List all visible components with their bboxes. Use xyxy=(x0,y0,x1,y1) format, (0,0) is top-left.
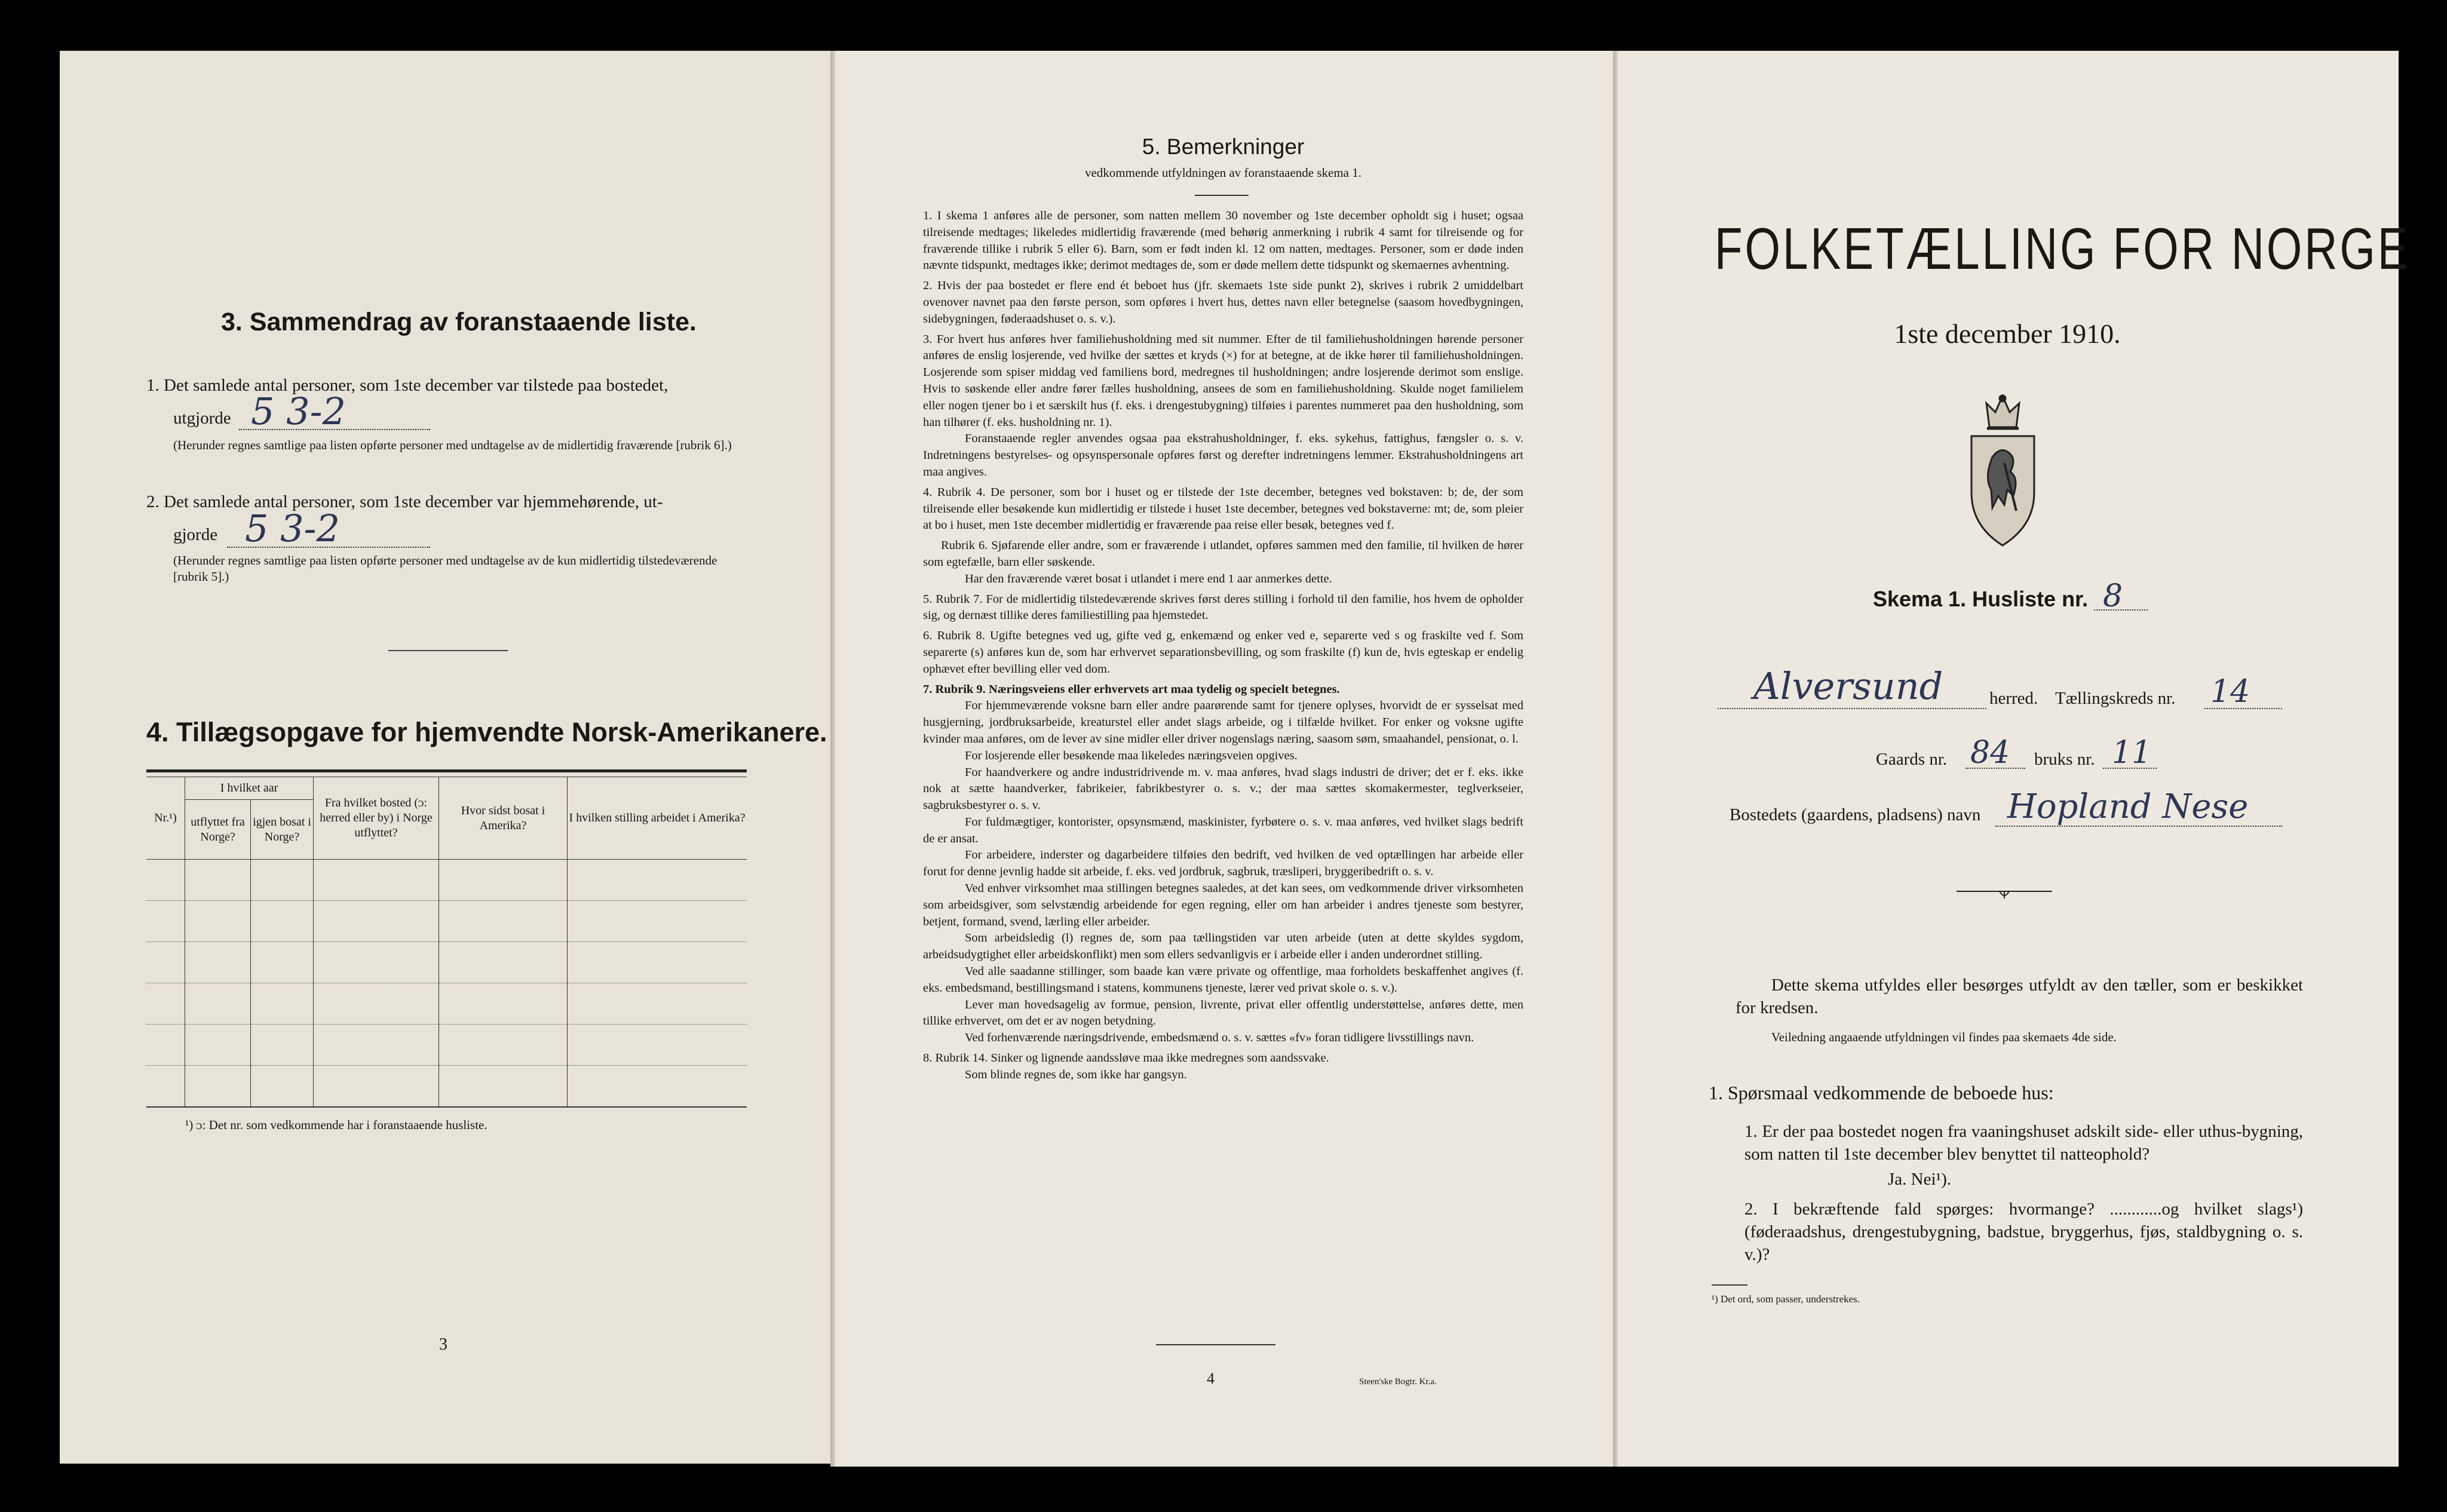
item1-utgjorde: utgjorde xyxy=(173,409,231,428)
col-stilling: I hvilken stilling arbeidet i Amerika? xyxy=(568,777,747,860)
remark-7h: Ved alle saadanne stillinger, som baade kan være private og offentlige, maa forholdets beskaffenhet angives (f. eks. embedsmand, bestillingsmand i statens, kommunens tjeneste, lærer ved privat skole o. s. v.). xyxy=(923,965,1523,995)
remarks-end-rule xyxy=(1156,1344,1275,1345)
section3-title: 3. Sammendrag av foranstaaende liste. xyxy=(221,308,697,336)
table-row xyxy=(146,860,747,901)
table-row xyxy=(146,901,747,942)
herred-name: Alversund xyxy=(1753,664,1943,708)
remarks-title: 5. Bemerkninger xyxy=(1142,134,1305,159)
right-footnote: ¹) Det ord, som passer, understrekes. xyxy=(1712,1293,1860,1305)
remark-8: 8. Rubrik 14. Sinker og lignende aandssløve maa ikke medregnes som aandssvake. xyxy=(923,1051,1329,1065)
remark-8b: Som blinde regnes de, som ikke har gangsyn. xyxy=(965,1068,1187,1081)
gaards-nr: 84 xyxy=(1970,735,2010,771)
table-row xyxy=(146,942,747,983)
herred-label: herred. xyxy=(1989,689,2038,708)
table-row xyxy=(146,983,747,1025)
item1-text: 1. Det samlede antal personer, som 1ste december var tilstede paa bostedet, xyxy=(146,376,669,395)
col-hvor-sidst: Hvor sidst bosat i Amerika? xyxy=(439,777,568,860)
item2-text: 2. Det samlede antal personer, som 1ste december var hjemmehørende, ut- xyxy=(146,492,663,511)
col-utflyttet: utflyttet fra Norge? xyxy=(185,800,251,860)
remark-3b: Foranstaaende regler anvendes ogsaa paa ekstrahusholdninger, f. eks. sykehus, fattighus, fængsler o. s. v. Indretningens bestyrelses- og opsynspersonale opføres først og derefter indretningens lemmer. Ekstrahusholdningens art maa angives. xyxy=(923,432,1523,479)
left-page-number: 3 xyxy=(439,1335,447,1354)
remarks-subtitle: vedkommende utfyldningen av foranstaaende skema 1. xyxy=(1084,165,1362,180)
item1-note: (Herunder regnes samtlige paa listen opførte personer med undtagelse av de midlertidig fraværende [rubrik 6].) xyxy=(173,438,732,452)
remarks-body xyxy=(923,208,1523,1084)
questions-title: 1. Spørsmaal vedkommende de beboede hus: xyxy=(1709,1082,2054,1103)
ornament-icon xyxy=(1957,884,2052,902)
item2-handwriting: 5 3-2 xyxy=(245,507,340,550)
tillaeg-table xyxy=(146,777,747,1108)
question-2: 2. I bekræftende fald spørges: hvormange? ............og hvilket slags¹) (føderaadshus, drengestubygning, badstue, bryggerhus, fjøs, staldbygning o. s. v.)? xyxy=(1744,1200,2303,1264)
bruks-nr: 11 xyxy=(2112,735,2152,771)
remark-3: 3. For hvert hus anføres hver familiehusholdning med sit nummer. Efter de til familiehusholdningen hørende personer anføres de enslig losjerende, ved hvilke der sættes et kryds (×) for at betegne, at de ikke hører til familiehusholdningen. Losjerende som spiser middag ved familiens bord, medregnes til husholdningen; andre losjerende derimot som enslige. Hvis to søskende eller andre fører fælles husholdning, ansees de som en familiehusholdning. Skulde noget familielem eller nogen tjener bo i et særskilt hus (f. eks. i drengestubygning) tilføies i parentes nummeret paa den husholdning, som han tilhører (f. eks. husholdning nr. 1). xyxy=(923,332,1523,429)
gaards-label: Gaards nr. xyxy=(1876,750,1948,769)
remark-7c: For haandverkere og andre industridrivende m. v. maa anføres, hvad slags industri de driver; det er f. eks. ikke nok at sætte haandverker, fabrikeier, fabrikbestyrer o. s. v.; der maa sættes skomakermester, teglverkseier, sagbruksbestyrer o. s. v. xyxy=(923,765,1523,812)
instruction-2: Veiledning angaaende utfyldningen vil findes paa skemaets 4de side. xyxy=(1771,1030,2117,1044)
herred-dotline xyxy=(1718,708,1986,709)
remark-7f: Ved enhver virksomhet maa stillingen betegnes saaledes, at det kan sees, om vedkommende driver virksomheten som arbeidsgiver, som selvstændig arbeidende for egen regning, eller om han arbeider i andres tjeneste som bestyrer, betjent, formand, svend, lærling eller arbeider. xyxy=(923,882,1523,928)
remark-5: 5. Rubrik 7. For de midlertidig tilstedeværende skrives først deres stilling i forhold til den familie, hos hvem de opholder sig, og dernæst tillike deres familiestilling paa hjemstedet. xyxy=(923,592,1523,622)
question-1-answer: Ja. Nei¹). xyxy=(1888,1170,1952,1189)
printer-mark: Steen'ske Bogtr. Kr.a. xyxy=(1359,1377,1437,1387)
remark-1: 1. I skema 1 anføres alle de personer, som natten mellem 30 november og 1ste december opholdt sig i huset; ogsaa tilreisende medtages; likeledes midlertidig fraværende (med behørig anmerkning i rubrik 4 samt for tilreisende og for fraværende tillike i rubrik 5 eller 6). Barn, som er født inden kl. 12 om natten, medtages. Personer, som er døde inden nævnte tidspunkt, medtages ikke; derimot medtages de, som er døde mellem dette tidspunkt og skemaernes avhentning. xyxy=(923,209,1523,272)
kreds-nr: 14 xyxy=(2210,674,2250,710)
bosted-label: Bostedets (gaardens, pladsens) navn xyxy=(1730,805,1981,824)
remark-7d: For fuldmægtiger, kontorister, opsynsmænd, maskinister, fyrbøtere o. s. v. maa anføres, ved hvilket slags bedrift de er ansat. xyxy=(923,815,1523,845)
table-top-rule xyxy=(146,769,747,772)
census-date: 1ste december 1910. xyxy=(1894,318,2121,349)
census-title: FOLKETÆLLING FOR NORGE xyxy=(1715,216,2411,281)
skema-label: Skema 1. Husliste nr. xyxy=(1873,587,2089,611)
remark-4b: Rubrik 6. Sjøfarende eller andre, som er fraværende i utlandet, opføres sammen med den familie, til hvilken de hører som egtefælle, barn eller søskende. xyxy=(923,539,1523,569)
footnote-rule xyxy=(1712,1284,1747,1286)
remark-2: 2. Hvis der paa bostedet er flere end ét beboet hus (jfr. skemaets 1ste side punkt 2), skrives i rubrik 2 umiddelbart ovenover navnet paa den første person, som opføres i hvert hus, dettes navn eller betegnelse (saasom hovedbygningen, sidebygningen, føderaadshuset o. s. v.). xyxy=(923,279,1523,326)
divider xyxy=(388,650,508,651)
remark-7e: For arbeidere, inderster og dagarbeidere tilføies den bedrift, ved hvilken de ved optællingen har arbeide eller forut for denne jevnlig hadde sit arbeide, f. eks. ved jordbruk, sagbruk, træsliperi, bryggeribedrift o. s. v. xyxy=(923,848,1523,879)
remark-4c: Har den fraværende været bosat i utlandet i mere end 1 aar anmerkes dette. xyxy=(965,572,1332,585)
item2-note: (Herunder regnes samtlige paa listen opførte personer med undtagelse av de kun midlertidig tilstedeværende [rubrik 5].) xyxy=(173,553,717,584)
remark-6: 6. Rubrik 8. Ugifte betegnes ved ug, gifte ved g, enkemænd og enker ved e, separerte ved s og fraskilte ved f. Som separerte (s) anføres kun de, som har erhvervet separationsbevilling, og som fraskilte (f) kun de, hvis egteskap er endelig ophævet efter bevilling eller ved dom. xyxy=(923,629,1523,676)
remark-7a: For hjemmeværende voksne barn eller andre paarørende samt for tjenere oplyses, hvorvidt de er sysselsat med husgjerning, jordbruksarbeide, kreaturstel eller andet slags arbeide, og i tilfælde hvilket. For enker og voksne ugifte kvinder maa anføres, om de lever av sine midler eller driver nogenslags næring, saasom søm, smaahandel, pensionat, o. l. xyxy=(923,699,1523,746)
coat-of-arms-icon xyxy=(1965,391,2040,550)
remark-4: 4. Rubrik 4. De personer, som bor i huset og er tilstede der 1ste december, betegnes ved bokstaven: b; de, der som tilreisende eller besøkende kun midlertidig er tilstede i huset 1ste december, betegnes ved bokstaverne: mt; de, som pleier at bo i huset, men 1ste december midlertidig er fraværende paa reise eller besøk, betegnes ved f. xyxy=(923,485,1523,532)
remark-7b: For losjerende eller besøkende maa likeledes næringsveien opgives. xyxy=(965,749,1298,762)
col-igjen: igjen bosat i Norge? xyxy=(251,800,314,860)
remarks-rule xyxy=(1195,195,1249,196)
item2-gjorde: gjorde xyxy=(173,525,218,544)
col-fra-hvilket: Fra hvilket bosted (ᴐ: herred eller by) i Norge utflyttet? xyxy=(314,777,439,860)
instruction-1: Dette skema utfyldes eller besørges utfyldt av den tæller, som er beskikket for kredsen. xyxy=(1735,976,2303,1017)
fold-left xyxy=(830,51,835,1467)
remark-7: 7. Rubrik 9. Næringsveiens eller erhvervets art maa tydelig og specielt betegnes. xyxy=(923,682,1340,696)
left-footnote: ¹) ᴐ: Det nr. som vedkommende har i foranstaaende husliste. xyxy=(185,1118,487,1132)
table-row xyxy=(146,1066,747,1108)
question-1: 1. Er der paa bostedet nogen fra vaaningshuset adskilt side- eller uthus-bygning, som natten til 1ste december blev benyttet til natteophold? xyxy=(1744,1122,2303,1164)
bruks-label: bruks nr. xyxy=(2034,750,2095,769)
bosted-name: Hopland Nese xyxy=(2007,787,2249,826)
left-page xyxy=(60,51,830,1464)
fold-right xyxy=(1613,51,1618,1467)
kreds-label: Tællingskreds nr. xyxy=(2055,689,2176,708)
col-i-hvilket-aar: I hvilket aar xyxy=(185,777,314,800)
remark-7g: Som arbeidsledig (l) regnes de, som paa tællingstiden var uten arbeide (uten at dette skyldes sygdom, arbeidsudygtighet eller arbeidskonflikt) men som ellers sedvanligvis er i arbeide eller i anden underordnet stilling. xyxy=(923,931,1523,962)
remark-7j: Ved forhenværende næringsdrivende, embedsmænd o. s. v. sættes «fv» foran tidligere livsstillings navn. xyxy=(965,1031,1474,1045)
middle-page-number: 4 xyxy=(1207,1370,1215,1387)
col-nr: Nr.¹) xyxy=(146,777,185,860)
section4-title: 4. Tillægsopgave for hjemvendte Norsk-Amerikanere. xyxy=(146,717,827,747)
husliste-nr: 8 xyxy=(2103,578,2123,614)
remark-7i: Lever man hovedsagelig av formue, pension, livrente, privat eller offentlig understøttelse, anføres dette, men tillike erhvervet, om det er av nogen betydning. xyxy=(923,998,1523,1028)
item1-handwriting: 5 3-2 xyxy=(251,389,346,433)
table-row xyxy=(146,1025,747,1066)
